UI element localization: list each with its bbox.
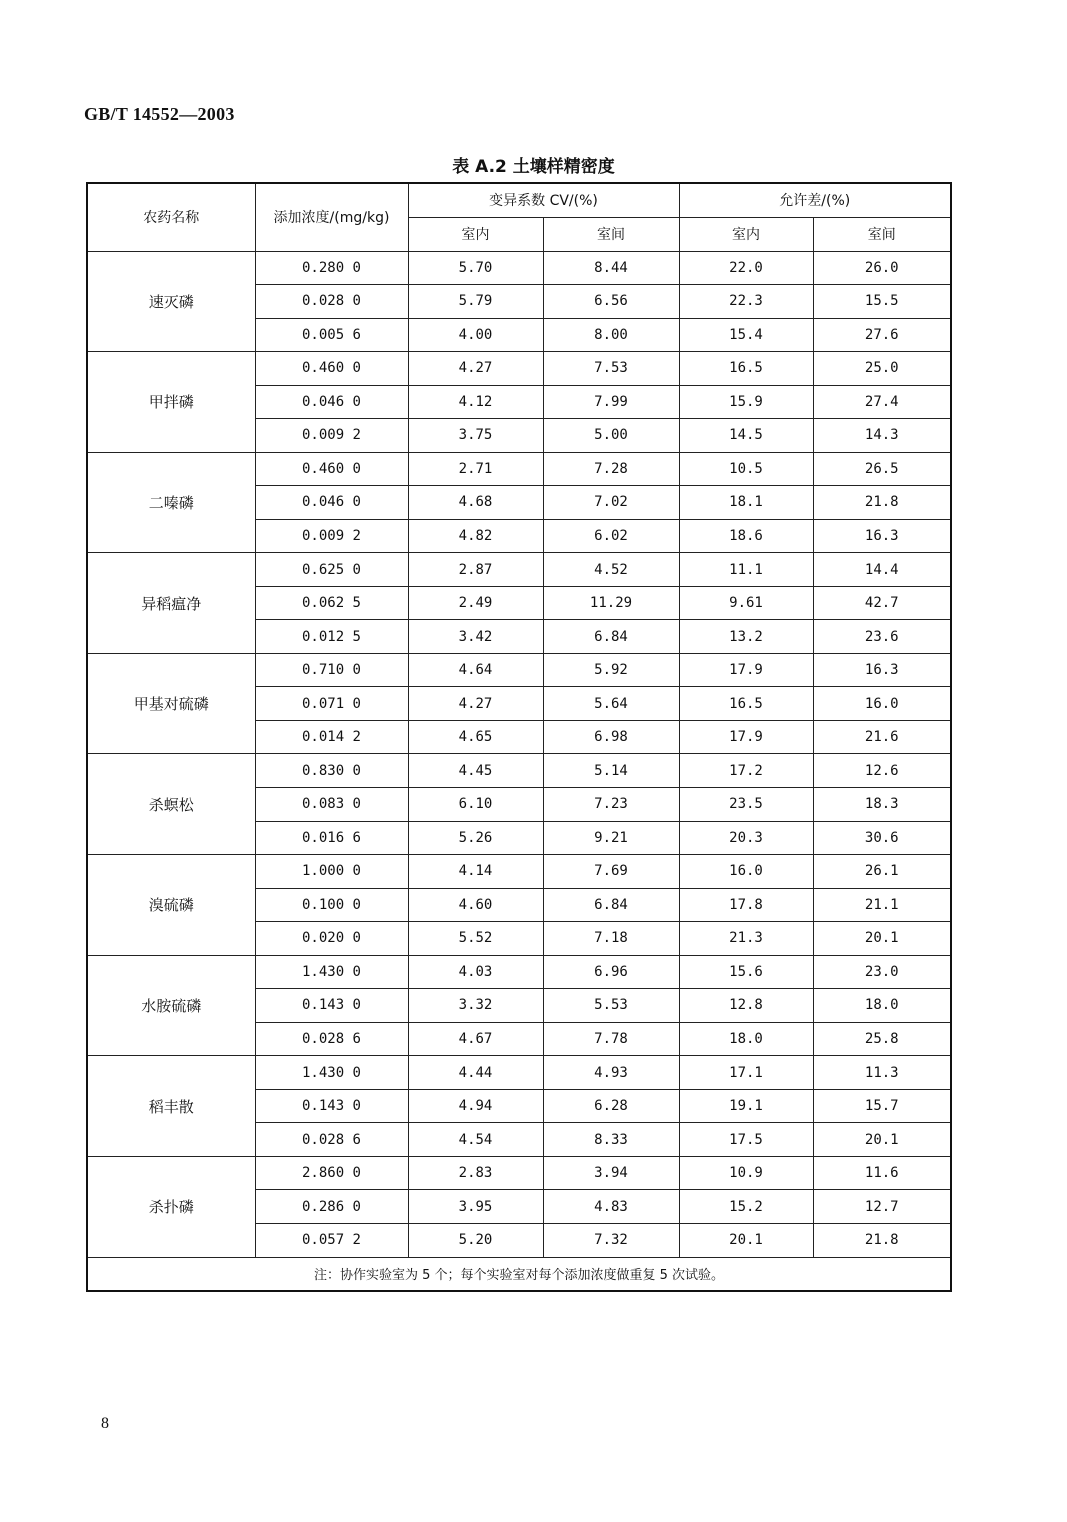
tol-between-cell: 26.0 [813, 251, 951, 285]
tol-between-cell: 14.3 [813, 419, 951, 453]
concentration-cell: 0.014 2 [255, 720, 408, 754]
tol-within-cell: 10.5 [679, 452, 813, 486]
concentration-cell: 0.083 0 [255, 788, 408, 822]
tol-within-cell: 23.5 [679, 788, 813, 822]
tol-between-cell: 26.5 [813, 452, 951, 486]
concentration-cell: 0.028 0 [255, 285, 408, 319]
tol-within-cell: 22.3 [679, 285, 813, 319]
pesticide-name-cell: 杀螟松 [87, 754, 255, 855]
cv-within-cell: 3.42 [408, 620, 543, 654]
tol-within-cell: 18.1 [679, 486, 813, 520]
pesticide-name-cell: 溴硫磷 [87, 855, 255, 956]
concentration-cell: 0.071 0 [255, 687, 408, 721]
cv-within-cell: 4.00 [408, 318, 543, 352]
tol-within-cell: 17.8 [679, 888, 813, 922]
pesticide-name-cell: 速灭磷 [87, 251, 255, 352]
concentration-cell: 1.430 0 [255, 955, 408, 989]
cv-between-cell: 5.64 [543, 687, 679, 721]
cv-within-cell: 4.45 [408, 754, 543, 788]
cv-between-cell: 7.78 [543, 1022, 679, 1056]
concentration-cell: 0.046 0 [255, 385, 408, 419]
cv-between-cell: 6.56 [543, 285, 679, 319]
concentration-cell: 0.046 0 [255, 486, 408, 520]
tol-within-cell: 15.4 [679, 318, 813, 352]
tol-within-cell: 15.9 [679, 385, 813, 419]
cv-within-cell: 2.87 [408, 553, 543, 587]
tol-between-cell: 14.4 [813, 553, 951, 587]
concentration-cell: 1.430 0 [255, 1056, 408, 1090]
tol-within-cell: 19.1 [679, 1089, 813, 1123]
tol-between-cell: 23.0 [813, 955, 951, 989]
tol-between-cell: 27.4 [813, 385, 951, 419]
concentration-cell: 1.000 0 [255, 855, 408, 889]
table-row [87, 352, 951, 386]
concentration-cell: 0.143 0 [255, 1089, 408, 1123]
table-row [87, 754, 951, 788]
col-header-tol-within: 室内 [679, 217, 813, 251]
cv-within-cell: 5.79 [408, 285, 543, 319]
concentration-cell: 0.062 5 [255, 586, 408, 620]
table-row [87, 855, 951, 889]
standard-code: GB/T 14552—2003 [84, 104, 235, 124]
cv-between-cell: 8.00 [543, 318, 679, 352]
tol-between-cell: 16.0 [813, 687, 951, 721]
tol-between-cell: 42.7 [813, 586, 951, 620]
concentration-cell: 0.143 0 [255, 989, 408, 1023]
pesticide-name-cell: 异稻瘟净 [87, 553, 255, 654]
precision-table [86, 182, 952, 1292]
tol-between-cell: 25.0 [813, 352, 951, 386]
cv-within-cell: 4.65 [408, 720, 543, 754]
cv-within-cell: 6.10 [408, 788, 543, 822]
cv-within-cell: 3.95 [408, 1190, 543, 1224]
cv-within-cell: 2.49 [408, 586, 543, 620]
cv-between-cell: 7.02 [543, 486, 679, 520]
cv-within-cell: 4.60 [408, 888, 543, 922]
table-row [87, 653, 951, 687]
pesticide-name-cell: 水胺硫磷 [87, 955, 255, 1056]
concentration-cell: 0.016 6 [255, 821, 408, 855]
cv-between-cell: 6.02 [543, 519, 679, 553]
cv-between-cell: 6.84 [543, 888, 679, 922]
table-row [87, 452, 951, 486]
table-row [87, 553, 951, 587]
tol-between-cell: 16.3 [813, 519, 951, 553]
concentration-cell: 0.460 0 [255, 352, 408, 386]
tol-within-cell: 18.0 [679, 1022, 813, 1056]
pesticide-name-cell: 稻丰散 [87, 1056, 255, 1157]
table-caption: 表 A.2 土壤样精密度 [452, 157, 615, 177]
tol-within-cell: 17.2 [679, 754, 813, 788]
tol-between-cell: 30.6 [813, 821, 951, 855]
cv-within-cell: 4.44 [408, 1056, 543, 1090]
col-header-tolerance: 允许差/(%) [679, 183, 951, 217]
concentration-cell: 0.028 6 [255, 1022, 408, 1056]
tol-between-cell: 21.1 [813, 888, 951, 922]
cv-between-cell: 9.21 [543, 821, 679, 855]
cv-between-cell: 11.29 [543, 586, 679, 620]
tol-within-cell: 14.5 [679, 419, 813, 453]
cv-between-cell: 7.53 [543, 352, 679, 386]
cv-between-cell: 7.99 [543, 385, 679, 419]
cv-between-cell: 8.33 [543, 1123, 679, 1157]
tol-between-cell: 21.8 [813, 1223, 951, 1257]
tol-between-cell: 18.3 [813, 788, 951, 822]
cv-between-cell: 5.14 [543, 754, 679, 788]
tol-between-cell: 21.8 [813, 486, 951, 520]
cv-within-cell: 4.27 [408, 687, 543, 721]
pesticide-name-cell: 二嗪磷 [87, 452, 255, 553]
tol-within-cell: 18.6 [679, 519, 813, 553]
cv-between-cell: 4.83 [543, 1190, 679, 1224]
col-header-cv: 变异系数 CV/(%) [408, 183, 679, 217]
col-header-tol-between: 室间 [813, 217, 951, 251]
cv-between-cell: 6.84 [543, 620, 679, 654]
concentration-cell: 0.460 0 [255, 452, 408, 486]
cv-between-cell: 6.98 [543, 720, 679, 754]
tol-between-cell: 11.6 [813, 1156, 951, 1190]
cv-within-cell: 3.75 [408, 419, 543, 453]
cv-within-cell: 4.94 [408, 1089, 543, 1123]
cv-within-cell: 5.70 [408, 251, 543, 285]
tol-between-cell: 20.1 [813, 922, 951, 956]
cv-within-cell: 5.52 [408, 922, 543, 956]
cv-between-cell: 5.92 [543, 653, 679, 687]
concentration-cell: 0.710 0 [255, 653, 408, 687]
tol-between-cell: 23.6 [813, 620, 951, 654]
tol-within-cell: 12.8 [679, 989, 813, 1023]
cv-between-cell: 7.28 [543, 452, 679, 486]
concentration-cell: 0.100 0 [255, 888, 408, 922]
tol-within-cell: 9.61 [679, 586, 813, 620]
tol-within-cell: 22.0 [679, 251, 813, 285]
tol-within-cell: 16.5 [679, 687, 813, 721]
table-note: 注：协作实验室为 5 个；每个实验室对每个添加浓度做重复 5 次试验。 [87, 1257, 951, 1291]
tol-between-cell: 16.3 [813, 653, 951, 687]
concentration-cell: 0.028 6 [255, 1123, 408, 1157]
tol-between-cell: 15.5 [813, 285, 951, 319]
page-number: 8 [101, 1415, 109, 1432]
tol-between-cell: 11.3 [813, 1056, 951, 1090]
cv-within-cell: 5.20 [408, 1223, 543, 1257]
concentration-cell: 0.020 0 [255, 922, 408, 956]
tol-within-cell: 15.2 [679, 1190, 813, 1224]
cv-within-cell: 2.83 [408, 1156, 543, 1190]
tol-within-cell: 16.5 [679, 352, 813, 386]
tol-between-cell: 12.6 [813, 754, 951, 788]
concentration-cell: 0.057 2 [255, 1223, 408, 1257]
table-row [87, 251, 951, 285]
pesticide-name-cell: 甲基对硫磷 [87, 653, 255, 754]
cv-within-cell: 4.54 [408, 1123, 543, 1157]
concentration-cell: 2.860 0 [255, 1156, 408, 1190]
col-header-cv-within: 室内 [408, 217, 543, 251]
table-body [87, 251, 951, 1257]
col-header-concentration: 添加浓度/(mg/kg) [255, 183, 408, 251]
cv-within-cell: 4.12 [408, 385, 543, 419]
cv-within-cell: 5.26 [408, 821, 543, 855]
cv-within-cell: 4.03 [408, 955, 543, 989]
tol-between-cell: 25.8 [813, 1022, 951, 1056]
cv-within-cell: 4.27 [408, 352, 543, 386]
cv-within-cell: 4.67 [408, 1022, 543, 1056]
concentration-cell: 0.012 5 [255, 620, 408, 654]
pesticide-name-cell: 杀扑磷 [87, 1156, 255, 1257]
cv-between-cell: 7.32 [543, 1223, 679, 1257]
cv-between-cell: 4.52 [543, 553, 679, 587]
tol-within-cell: 10.9 [679, 1156, 813, 1190]
cv-within-cell: 2.71 [408, 452, 543, 486]
cv-between-cell: 7.23 [543, 788, 679, 822]
table-row [87, 1156, 951, 1190]
tol-within-cell: 17.9 [679, 653, 813, 687]
cv-within-cell: 3.32 [408, 989, 543, 1023]
tol-between-cell: 18.0 [813, 989, 951, 1023]
tol-between-cell: 27.6 [813, 318, 951, 352]
cv-between-cell: 5.00 [543, 419, 679, 453]
cv-within-cell: 4.82 [408, 519, 543, 553]
tol-within-cell: 21.3 [679, 922, 813, 956]
tol-within-cell: 17.1 [679, 1056, 813, 1090]
concentration-cell: 0.625 0 [255, 553, 408, 587]
table-row [87, 955, 951, 989]
concentration-cell: 0.009 2 [255, 419, 408, 453]
tol-within-cell: 15.6 [679, 955, 813, 989]
tol-between-cell: 21.6 [813, 720, 951, 754]
pesticide-name-cell: 甲拌磷 [87, 352, 255, 453]
tol-between-cell: 26.1 [813, 855, 951, 889]
col-header-pesticide: 农药名称 [87, 183, 255, 251]
concentration-cell: 0.830 0 [255, 754, 408, 788]
cv-between-cell: 5.53 [543, 989, 679, 1023]
cv-within-cell: 4.68 [408, 486, 543, 520]
cv-within-cell: 4.64 [408, 653, 543, 687]
tol-within-cell: 20.3 [679, 821, 813, 855]
cv-within-cell: 4.14 [408, 855, 543, 889]
cv-between-cell: 4.93 [543, 1056, 679, 1090]
concentration-cell: 0.005 6 [255, 318, 408, 352]
cv-between-cell: 6.96 [543, 955, 679, 989]
table-row [87, 1056, 951, 1090]
tol-within-cell: 11.1 [679, 553, 813, 587]
concentration-cell: 0.280 0 [255, 251, 408, 285]
tol-within-cell: 13.2 [679, 620, 813, 654]
tol-between-cell: 15.7 [813, 1089, 951, 1123]
concentration-cell: 0.286 0 [255, 1190, 408, 1224]
tol-within-cell: 17.9 [679, 720, 813, 754]
concentration-cell: 0.009 2 [255, 519, 408, 553]
cv-between-cell: 3.94 [543, 1156, 679, 1190]
tol-within-cell: 16.0 [679, 855, 813, 889]
col-header-cv-between: 室间 [543, 217, 679, 251]
tol-between-cell: 12.7 [813, 1190, 951, 1224]
cv-between-cell: 7.18 [543, 922, 679, 956]
cv-between-cell: 7.69 [543, 855, 679, 889]
tol-between-cell: 20.1 [813, 1123, 951, 1157]
cv-between-cell: 8.44 [543, 251, 679, 285]
tol-within-cell: 20.1 [679, 1223, 813, 1257]
cv-between-cell: 6.28 [543, 1089, 679, 1123]
tol-within-cell: 17.5 [679, 1123, 813, 1157]
